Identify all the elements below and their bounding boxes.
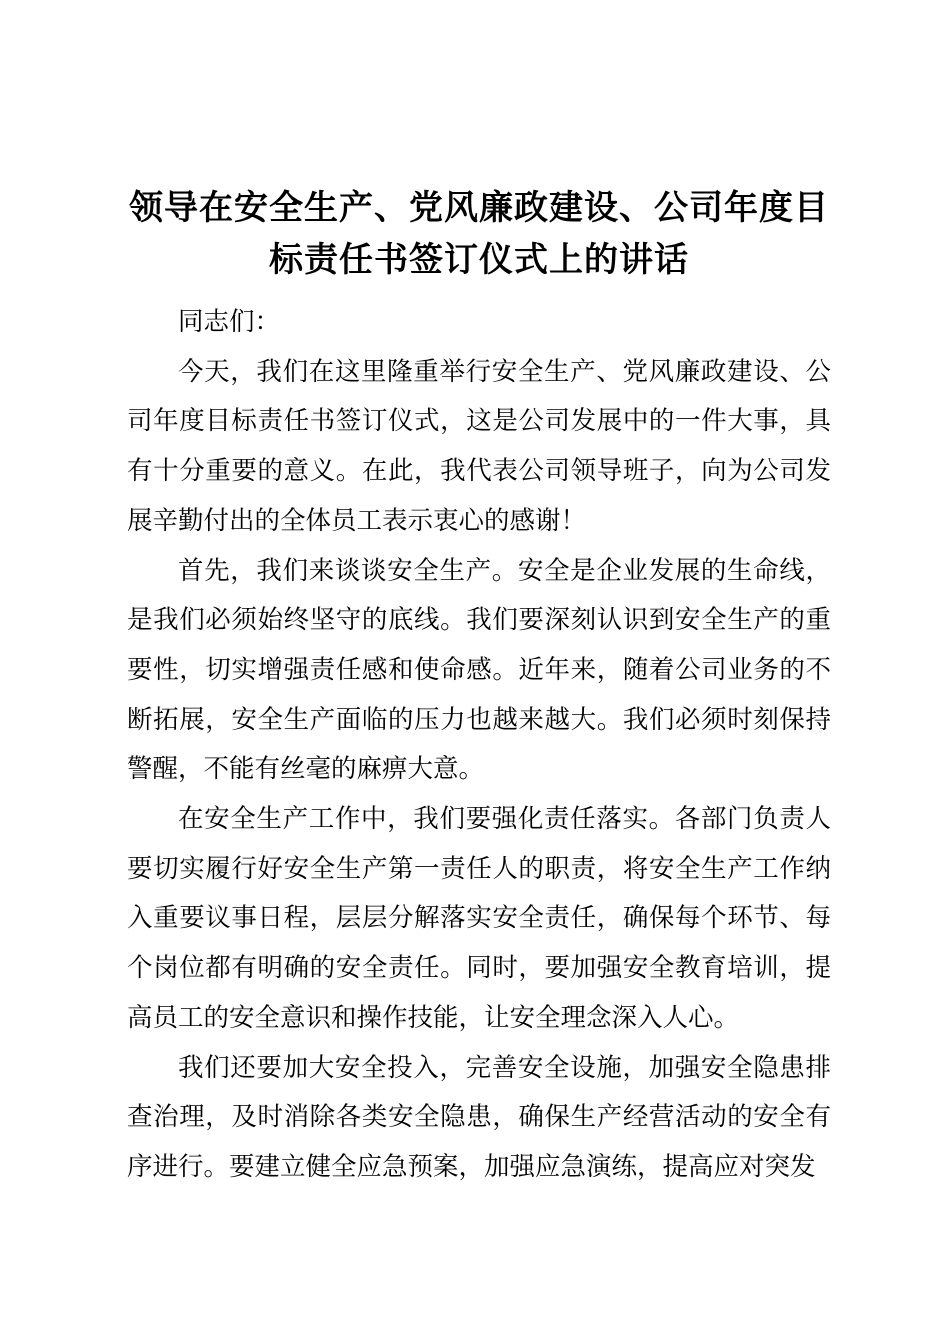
paragraph-safety-intro: 首先，我们来谈谈安全生产。安全是企业发展的生命线，是我们必须始终坚守的底线。我们要深刻认识到安全生产的重要性，切实增强责任感和使命感。近年来，随着公司业务的不断拓展，安全生产面临的压力也越来越大。我们必须时刻保持警醒，不能有丝毫的麻痹大意。: [127, 555, 831, 785]
greeting: 同志们：: [178, 307, 281, 337]
title-line-2: 标责任书签订仪式上的讲话: [269, 240, 689, 280]
title-line-1: 领导在安全生产、党风廉政建设、公司年度目: [129, 188, 829, 228]
paragraph-opening: 今天，我们在这里隆重举行安全生产、党风廉政建设、公司年度目标责任书签订仪式，这是公司发展中的一件大事，具有十分重要的意义。在此，我代表公司领导班子，向为公司发展辛勤付出的全体员工表示衷心的感谢！: [127, 356, 831, 536]
document-page: [127, 182, 831, 1193]
paragraph-safety-responsibility: 在安全生产工作中，我们要强化责任落实。各部门负责人要切实履行好安全生产第一责任人的职责，将安全生产工作纳入重要议事日程，层层分解落实安全责任，确保每个环节、每个岗位都有明确的安全责任。同时，要加强安全教育培训，提高员工的安全意识和操作技能，让安全理念深入人心。: [127, 804, 831, 1033]
paragraph-safety-investment: 我们还要加大安全投入，完善安全设施，加强安全隐患排查治理，及时消除各类安全隐患，确保生产经营活动的安全有序进行。要建立健全应急预案，加强应急演练，提高应对突发: [127, 1052, 831, 1182]
document-title: [127, 182, 831, 286]
